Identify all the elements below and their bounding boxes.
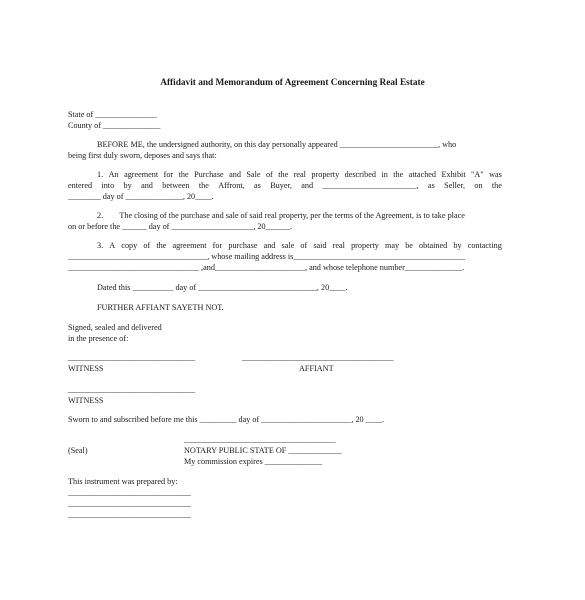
word: the	[278, 170, 289, 179]
word: said	[313, 241, 327, 250]
affiant-blank: _____________________________________	[242, 353, 394, 362]
word: as	[254, 181, 261, 190]
word: attached	[408, 170, 437, 179]
word: may	[384, 241, 400, 250]
word: 1.	[97, 170, 104, 179]
word: by	[123, 181, 132, 190]
word: _______________________,	[322, 181, 419, 190]
word: entered	[68, 181, 93, 190]
word: and	[141, 181, 153, 190]
notary-public-line: NOTARY PUBLIC STATE OF _____________	[184, 446, 342, 455]
word: An	[108, 170, 119, 179]
word: and	[229, 170, 241, 179]
witness-1-blank: _______________________________	[68, 353, 195, 362]
word: sale	[281, 241, 295, 250]
prepared-by-blank-1: ______________________________	[68, 488, 191, 497]
dated-line: Dated this __________ day of _____________________________, 20____.	[97, 283, 348, 292]
word: was	[489, 170, 502, 179]
prepared-by-blank-2: ______________________________	[68, 499, 191, 508]
word: as	[428, 181, 435, 190]
prepared-by-blank-3: ______________________________	[68, 510, 191, 519]
signed-line-2: in the presence of:	[68, 334, 129, 343]
word: on	[474, 181, 483, 190]
word: the	[156, 241, 167, 250]
word: agreement	[124, 170, 159, 179]
sworn-line: Sworn to and subscribed before me this _________ day of ______________________, 20 ____.	[68, 415, 385, 424]
word: obtained	[419, 241, 448, 250]
word: the	[178, 170, 189, 179]
witness-2-blank: _______________________________	[68, 385, 195, 394]
word: be	[405, 241, 413, 250]
para1-line-2	[68, 181, 502, 191]
word: real	[332, 241, 345, 250]
para2-line-2: on or before the ______ day of ____________________, 20______.	[68, 222, 293, 231]
word: Purchase	[194, 170, 224, 179]
word: agreement	[172, 241, 207, 250]
word: Seller,	[444, 181, 465, 190]
further-affiant-line: FURTHER AFFIANT SAYETH NOT.	[97, 303, 224, 312]
word: of	[300, 241, 308, 250]
word: property	[351, 241, 379, 250]
word: contacting	[467, 241, 502, 250]
para1-line-3: ________ day of ______________, 20____.	[68, 192, 214, 201]
para3-line-2: __________________________________, whose mailing address is__________________________________________	[68, 252, 466, 261]
notary-signature-blank: _____________________________________	[184, 435, 336, 444]
word: by	[453, 241, 462, 250]
para2-line-1: 2. The closing of the purchase and sale of said real property, per the terms of the Agreement, is to take place	[97, 211, 465, 220]
seal-label: (Seal)	[68, 446, 88, 455]
word: Buyer,	[270, 181, 292, 190]
word: and	[263, 241, 276, 250]
word: A	[109, 241, 116, 250]
word: "A"	[471, 170, 484, 179]
word: 3.	[97, 241, 104, 250]
word: Sale	[246, 170, 261, 179]
word: for	[163, 170, 174, 179]
para3-line-1	[97, 241, 502, 251]
word: purchase	[228, 241, 258, 250]
word: copy	[121, 241, 138, 250]
word: the	[198, 181, 209, 190]
word: and	[301, 181, 314, 190]
word: Affront,	[218, 181, 245, 190]
word: between	[162, 181, 190, 190]
commission-line: My commission expires ______________	[184, 457, 323, 466]
word: the	[491, 181, 502, 190]
word: for	[212, 241, 223, 250]
word: property	[311, 170, 340, 179]
affiant-label: AFFIANT	[299, 364, 334, 373]
intro-line-2: being first duly sworn, deposes and says that:	[68, 151, 217, 160]
word: of	[265, 170, 273, 179]
word: into	[101, 181, 115, 190]
witness-1-label: WITNESS	[68, 364, 104, 373]
word: described	[344, 170, 376, 179]
word: in	[381, 170, 388, 179]
word: of	[143, 241, 151, 250]
witness-2-label: WITNESS	[68, 396, 104, 405]
county-line: County of ______________	[68, 121, 161, 130]
word: Exhibit	[441, 170, 466, 179]
para3-line-3: ________________________________ ,and______________________, and whose telephone number______________.	[68, 263, 465, 272]
document-title: Affidavit and Memorandum of Agreement Concerning Real Estate	[160, 78, 425, 88]
intro-line-1: BEFORE ME, the undersigned authority, on this day personally appeared ________________________, who	[97, 140, 457, 149]
prepared-by-label: This instrument was prepared by:	[68, 477, 178, 486]
word: the	[393, 170, 404, 179]
signed-line-1: Signed, sealed and delivered	[68, 323, 162, 332]
para1-line-1	[97, 170, 502, 180]
state-line: State of _______________	[68, 110, 157, 119]
word: real	[293, 170, 306, 179]
